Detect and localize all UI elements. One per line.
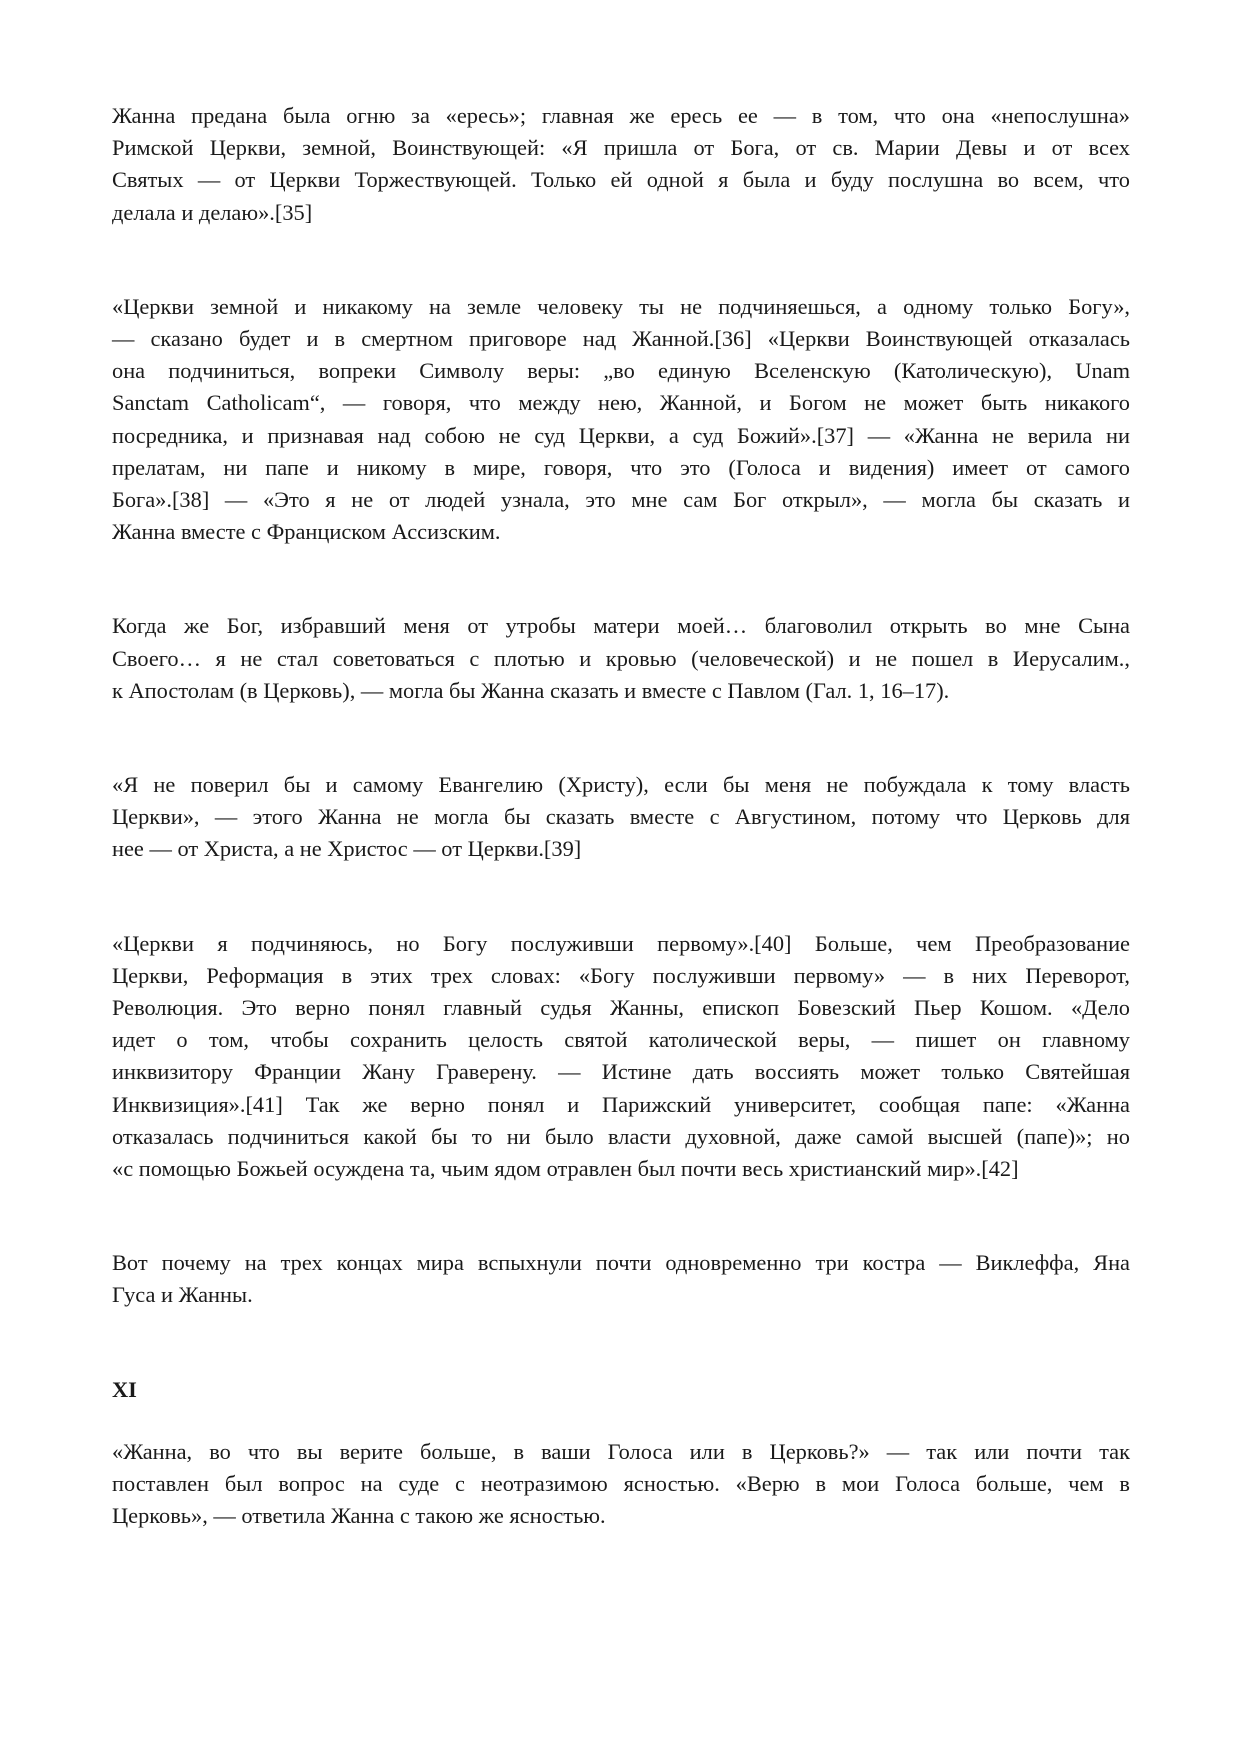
text-line: идет о том, чтобы сохранить целость святой католической веры, — пишет он главному	[112, 1027, 1130, 1053]
text-line: прелатам, ни папе и никому в мире, говоря, что это (Голоса и видения) имеет от самого	[112, 454, 1130, 480]
paragraph-1	[112, 100, 1130, 229]
text-line: «Церкви я подчиняюсь, но Богу послуживши первому».[40] Больше, чем Преобразование	[112, 930, 1130, 956]
paragraph-spacer	[112, 866, 1130, 928]
text-line: Инквизиция».[41] Так же верно понял и Парижский университет, сообщая папе: «Жанна	[112, 1091, 1130, 1117]
chapter-heading: XI	[112, 1376, 137, 1402]
text-line: Своего… я не стал советоваться с плотью и кровью (человеческой) и не пошел в Иерусалим.,	[112, 645, 1130, 671]
text-line: к Апостолам (в Церковь), — могла бы Жанна сказать и вместе с Павлом (Гал. 1, 16–17).	[112, 677, 950, 703]
text-line: Жанна вместе с Франциском Ассизским.	[112, 519, 501, 545]
paragraph-spacer	[112, 1312, 1130, 1374]
text-line: «Жанна, во что вы верите больше, в ваши Голоса или в Церковь?» — так или почти так	[112, 1438, 1130, 1464]
text-line: нее — от Христа, а не Христос — от Церкви.[39]	[112, 836, 582, 862]
text-line: инквизитору Франции Жану Граверену. — Истине дать воссиять может только Святейшая	[112, 1059, 1130, 1085]
text-line: делала и делаю».[35]	[112, 199, 313, 225]
text-line: Гуса и Жанны.	[112, 1282, 253, 1308]
text-line: Жанна предана была огню за «ересь»; главная же ересь ее — в том, что она «непослушна»	[112, 103, 1130, 128]
heading-spacer	[112, 1406, 1130, 1436]
paragraph-7	[112, 1436, 1130, 1533]
text-line: она подчиниться, вопреки Символу веры: „во единую Вселенскую (Католическую), Unam	[112, 358, 1130, 384]
text-line: Церкви», — этого Жанна не могла бы сказать вместе с Августином, потому что Церковь для	[112, 804, 1130, 830]
text-line: Бога».[38] — «Это я не от людей узнала, это мне сам Бог открыл», — могла бы сказать и	[112, 487, 1130, 513]
document-page	[112, 100, 1130, 1533]
text-line: поставлен был вопрос на суде с неотразимою ясностью. «Верю в мои Голоса больше, чем в	[112, 1471, 1130, 1497]
text-line: Римской Церкви, земной, Воинствующей: «Я пришла от Бога, от св. Марии Девы и от всех	[112, 135, 1130, 161]
text-line: «с помощью Божьей осуждена та, чьим ядом отравлен был почти весь христианский мир».[42]	[112, 1156, 1019, 1182]
text-line: Sanctam Catholicam“, — говоря, что между нею, Жанной, и Богом не может быть никакого	[112, 390, 1130, 416]
text-line: Церкви, Реформация в этих трех словах: «Богу послуживши первому» — в них Переворот,	[112, 962, 1130, 988]
paragraph-5	[112, 928, 1130, 1186]
paragraph-spacer	[112, 229, 1130, 291]
text-line: Когда же Бог, избравший меня от утробы матери моей… благоволил открыть во мне Сына	[112, 613, 1130, 639]
paragraph-6	[112, 1247, 1130, 1311]
text-line: Церковь», — ответила Жанна с такою же ясностью.	[112, 1503, 606, 1529]
text-line: Святых — от Церкви Торжествующей. Только ей одной я была и буду послушна во всем, что	[112, 167, 1130, 193]
text-line: — сказано будет и в смертном приговоре над Жанной.[36] «Церкви Воинствующей отказалась	[112, 326, 1130, 352]
text-line: посредника, и признавая над собою не суд Церкви, а суд Божий».[37] — «Жанна не верила ни	[112, 422, 1130, 448]
text-line: «Церкви земной и никакому на земле человеку ты не подчиняешься, а одному только Богу»,	[112, 293, 1130, 319]
paragraph-spacer	[112, 1185, 1130, 1247]
text-line: отказалась подчиниться какой бы то ни было власти духовной, даже самой высшей (папе)»; но	[112, 1123, 1130, 1149]
text-line: «Я не поверил бы и самому Евангелию (Христу), если бы меня не побуждала к тому власть	[112, 772, 1130, 798]
paragraph-3	[112, 610, 1130, 707]
text-line: Революция. Это верно понял главный судья Жанны, епископ Бовезский Пьер Кошом. «Дело	[112, 995, 1130, 1021]
text-line: Вот почему на трех концах мира вспыхнули почти одновременно три костра — Виклеффа, Яна	[112, 1250, 1130, 1276]
paragraph-spacer	[112, 707, 1130, 769]
paragraph-spacer	[112, 548, 1130, 610]
paragraph-4	[112, 769, 1130, 866]
paragraph-2	[112, 291, 1130, 549]
